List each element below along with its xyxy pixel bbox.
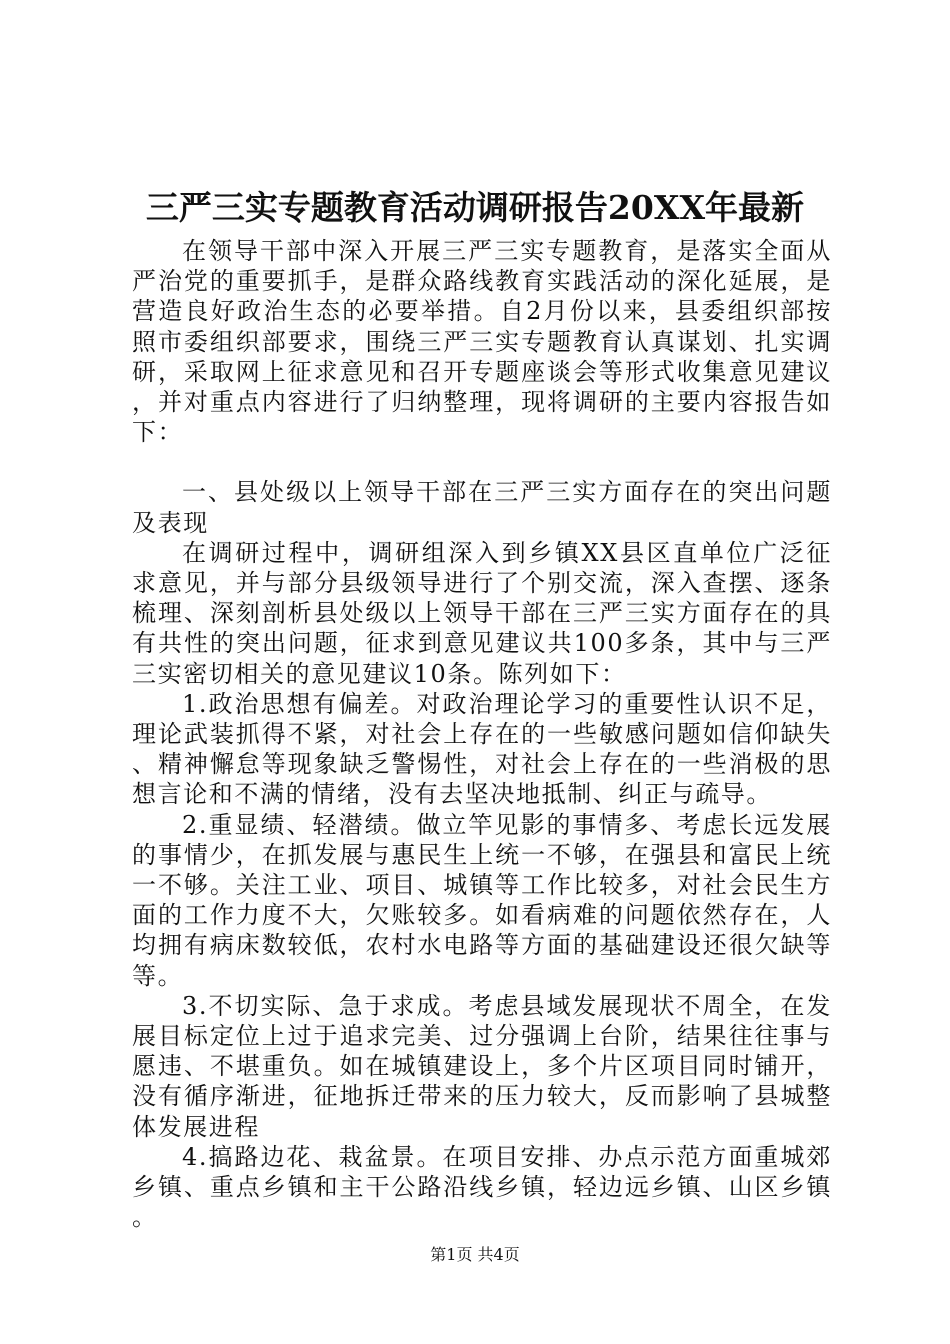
page-footer: 第1页 共4页 (430, 1245, 520, 1264)
section-heading-1: 一、县处级以上领导干部在三严三实方面存在的突出问题及表现 (132, 478, 832, 537)
paragraph-item-2: 2.重显绩、轻潜绩。做立竿见影的事情多、考虑长远发展的事情少，在抓发展与惠民生上统一不够，在强县和富民上统一不够。关注工业、项目、城镇等工作比较多，对社会民生方面的工作力度不大，欠账较多。如看病难的问题依然存在，人均拥有病床数较低，农村水电路等方面的基础建设还很欠缺等等。 (132, 810, 832, 990)
document-title: 三严三实专题教育活动调研报告20XX年最新 (145, 188, 805, 227)
document-body (132, 236, 832, 1233)
paragraph-item-4: 4.搞路边花、栽盆景。在项目安排、办点示范方面重城郊乡镇、重点乡镇和主干公路沿线乡镇，轻边远乡镇、山区乡镇。 (132, 1142, 832, 1232)
paragraph-item-3: 3.不切实际、急于求成。考虑县域发展现状不周全，在发展目标定位上过于追求完美、过分强调上台阶，结果往往事与愿违、不堪重负。如在城镇建设上，多个片区项目同时铺开，没有循序渐进，征地拆迁带来的压力较大，反而影响了县城整体发展进程 (132, 991, 832, 1141)
paragraph-intro: 在领导干部中深入开展三严三实专题教育，是落实全面从严治党的重要抓手，是群众路线教育实践活动的深化延展，是营造良好政治生态的必要举措。自2月份以来，县委组织部按照市委组织部要求，围绕三严三实专题教育认真谋划、扎实调研，采取网上征求意见和召开专题座谈会等形式收集意见建议，并对重点内容进行了归纳整理，现将调研的主要内容报告如下： (132, 237, 832, 447)
paragraph-research-process: 在调研过程中，调研组深入到乡镇XX县区直单位广泛征求意见，并与部分县级领导进行了个别交流，深入查摆、逐条梳理、深刻剖析县处级以上领导干部在三严三实方面存在的具有共性的突出问题，征求到意见建议共100多条，其中与三严三实密切相关的意见建议10条。陈列如下： (132, 538, 832, 688)
paragraph-item-1: 1.政治思想有偏差。对政治理论学习的重要性认识不足，理论武装抓得不紧，对社会上存在的一些敏感问题如信仰缺失、精神懈怠等现象缺乏警惕性，对社会上存在的一些消极的思想言论和不满的情绪，没有去坚决地抵制、纠正与疏导。 (132, 689, 832, 809)
